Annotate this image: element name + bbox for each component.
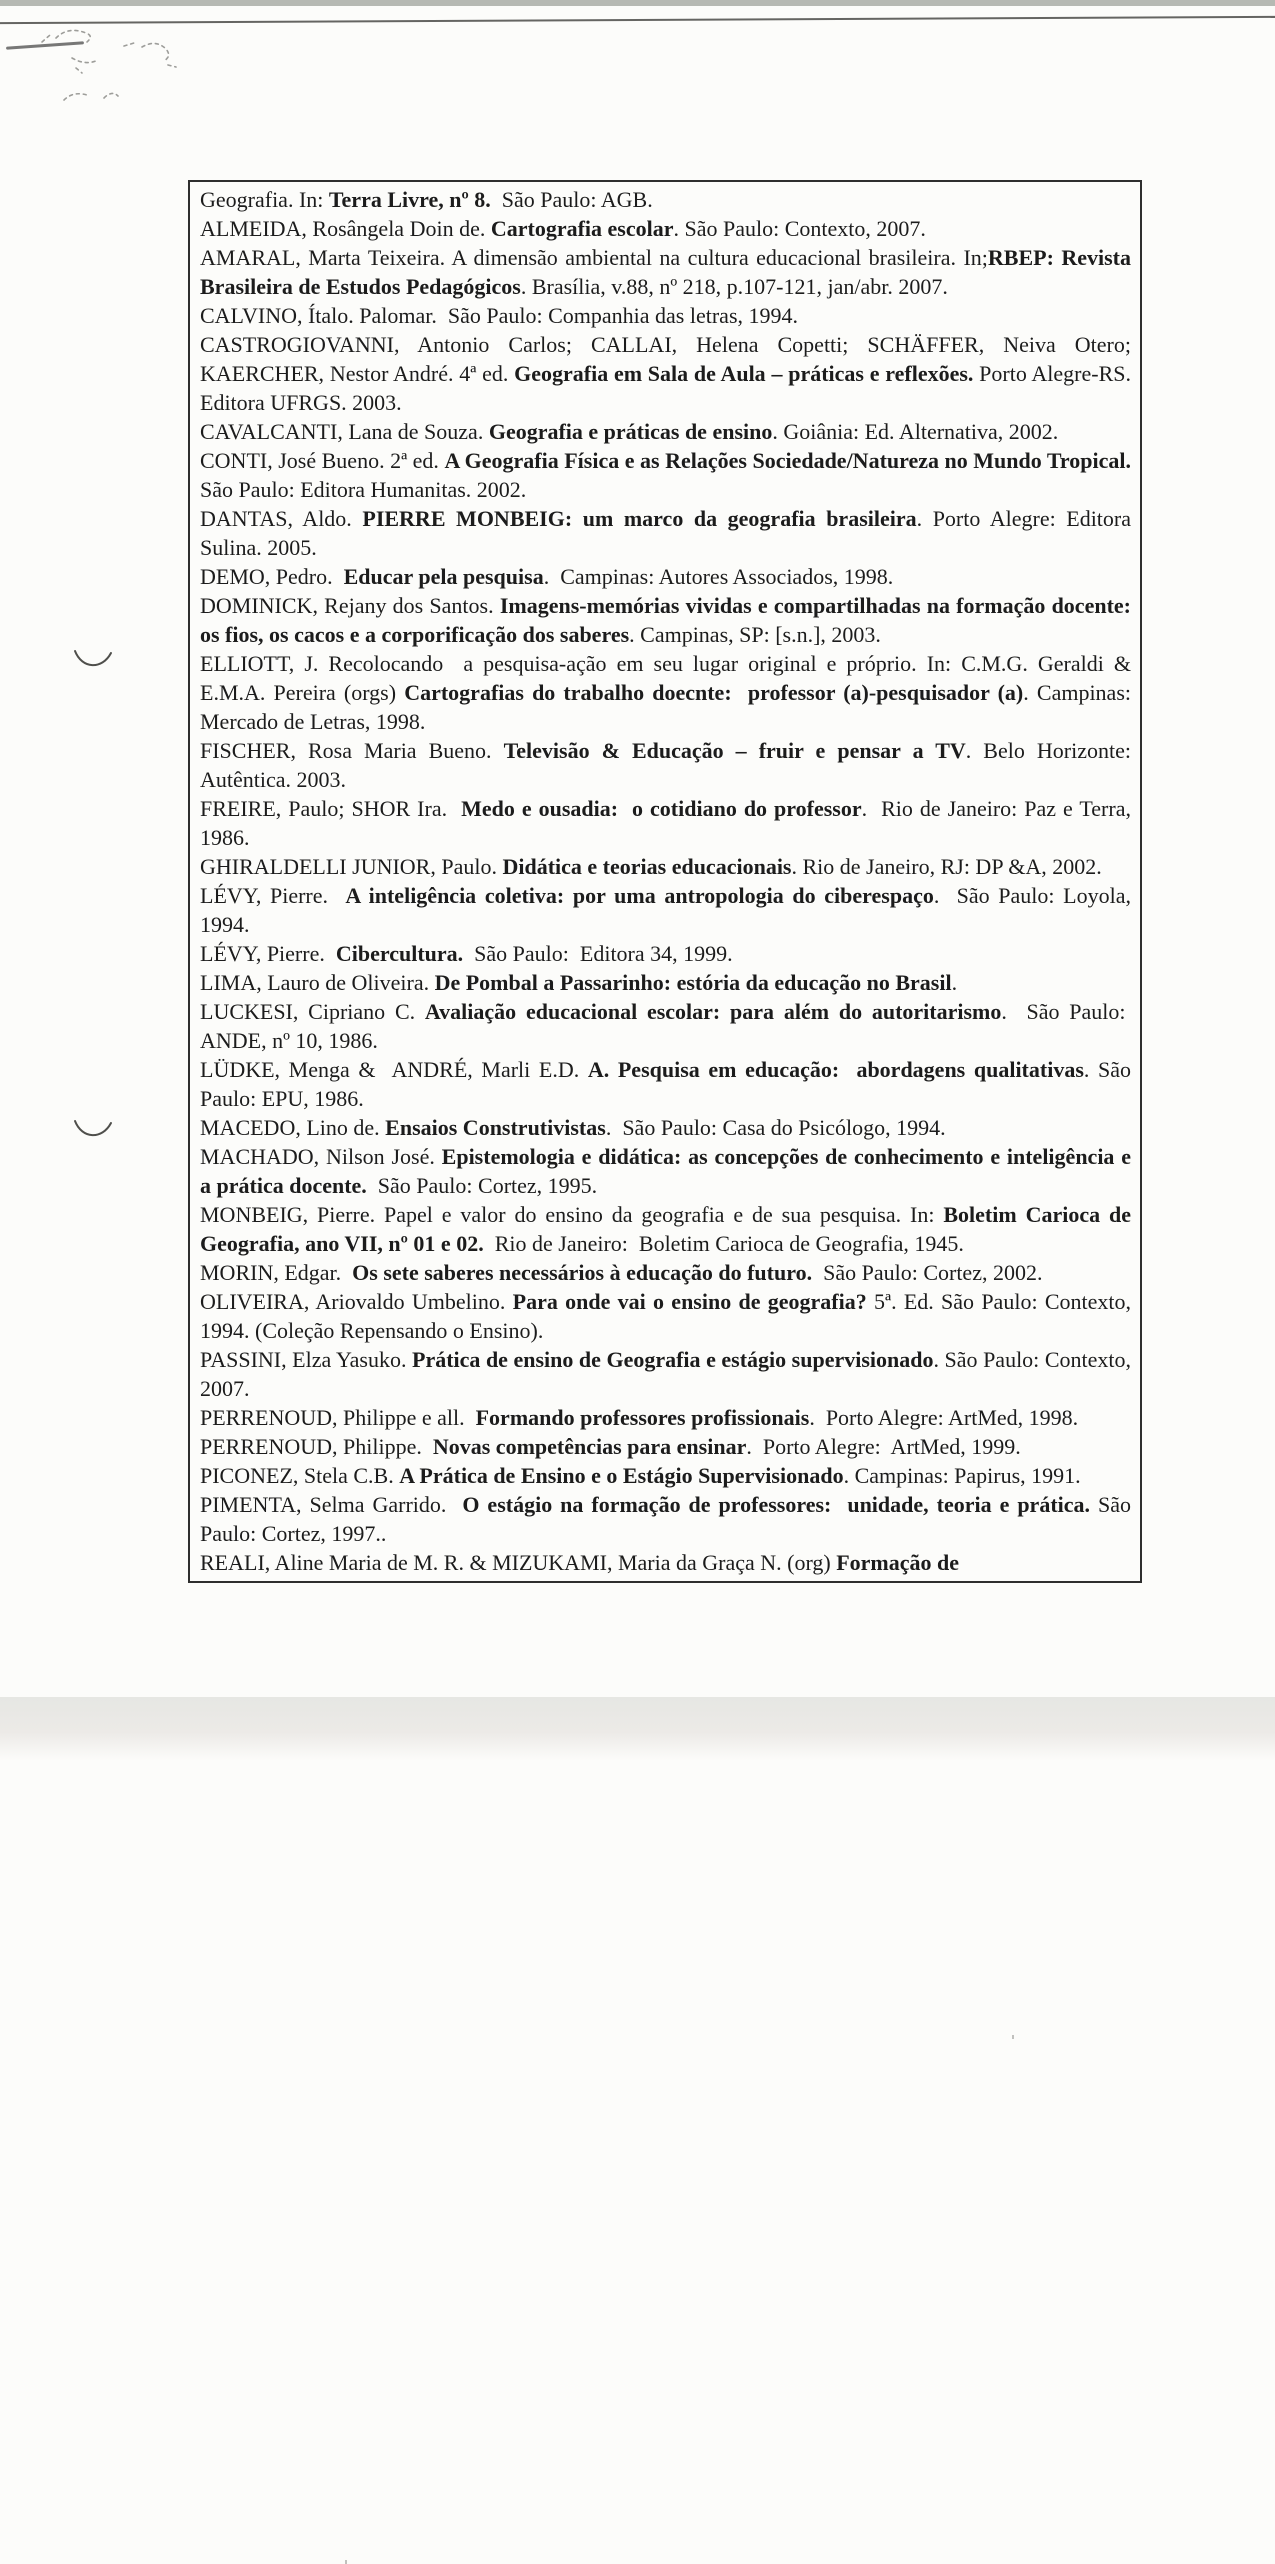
bib-entry-text: PICONEZ, Stela C.B.	[200, 1463, 400, 1488]
bib-entry-text: DOMINICK, Rejany dos Santos.	[200, 593, 500, 618]
bib-entry-text: PASSINI, Elza Yasuko.	[200, 1347, 412, 1372]
bib-entry-text: . Goiânia: Ed. Alternativa, 2002.	[772, 419, 1059, 444]
bib-entry-text: São Paulo: Editora Humanitas. 2002.	[200, 477, 527, 502]
bib-entry-text: MONBEIG, Pierre. Papel e valor do ensino da geografia e de sua pesquisa. In:	[200, 1202, 944, 1227]
bib-entry-title: A inteligência coletiva: por uma antropologia do ciberespaço	[345, 883, 934, 908]
bib-entry-text: DANTAS, Aldo.	[200, 506, 363, 531]
handwritten-check-mark-icon	[72, 1116, 114, 1144]
bib-entry-text: GHIRALDELLI JUNIOR, Paulo.	[200, 854, 503, 879]
bib-entry	[200, 1258, 1131, 1287]
bib-entry-text: PIMENTA, Selma Garrido.	[200, 1492, 463, 1517]
bib-entry-text: CAVALCANTI, Lana de Souza.	[200, 419, 489, 444]
bib-entry-title: Formando professores profissionais	[475, 1405, 810, 1430]
bib-entry-title: Imagens-memórias vividas e compartilhadas na formação docente: os fios, os cacos e a corporificação dos saberes	[200, 593, 1131, 647]
bib-entry-text: São Paulo: AGB.	[490, 187, 653, 212]
bib-entry	[200, 1490, 1131, 1548]
bib-entry	[200, 417, 1131, 446]
bib-entry-title: A Prática de Ensino e o Estágio Supervisionado	[399, 1463, 844, 1488]
bib-entry-title: Os sete saberes necessários à educação do futuro.	[352, 1260, 813, 1285]
bib-entry-title: A Geografia Física e as Relações Sociedade/Natureza no Mundo Tropical.	[444, 448, 1132, 473]
bib-entry-text: Rio de Janeiro: Boletim Carioca de Geografia, 1945.	[483, 1231, 964, 1256]
bib-entry-text: MACHADO, Nilson José.	[200, 1144, 442, 1169]
bib-entry-text: LÜDKE, Menga & ANDRÉ, Marli E.D.	[200, 1057, 588, 1082]
bib-entry-text: LÉVY, Pierre.	[200, 883, 346, 908]
bib-entry-text: FREIRE, Paulo; SHOR Ira.	[200, 796, 462, 821]
bib-entry	[200, 736, 1131, 794]
bib-entry-text: . Rio de Janeiro, RJ: DP &A, 2002.	[791, 854, 1102, 879]
bib-entry-text: . Campinas: Papirus, 1991.	[843, 1463, 1081, 1488]
bib-entry-text: Geografia. In:	[200, 187, 329, 212]
bib-entry-title: Cibercultura.	[335, 941, 464, 966]
bib-entry-text: . Campinas, SP: [s.n.], 2003.	[629, 622, 881, 647]
bib-entry-text: . São Paulo: Contexto, 2007.	[673, 216, 926, 241]
bib-entry-title: Cartografias do trabalho doecnte: professor (a)-pesquisador (a)	[404, 680, 1024, 705]
bib-entry-title: Para onde vai o ensino de geografia?	[512, 1289, 867, 1314]
bib-entry	[200, 446, 1131, 504]
bib-entry-title: Boletim Carioca de Geografia, ano VII, nº 01 e 02.	[200, 1202, 1131, 1256]
bib-entry-title: Geografia em Sala de Aula – práticas e reflexões.	[514, 361, 974, 386]
bib-entry-title: O estágio na formação de professores: unidade, teoria e prática.	[462, 1492, 1091, 1517]
bib-entry-title: Avaliação educacional escolar: para além do autoritarismo	[424, 999, 1002, 1024]
bib-entry	[200, 185, 1131, 214]
bib-entry-title: Prática de ensino de Geografia e estágio supervisionado	[412, 1347, 934, 1372]
bib-entry	[200, 968, 1131, 997]
bib-entry-text: . Campinas: Mercado de Letras, 1998.	[200, 680, 1131, 734]
bib-entry-text: LIMA, Lauro de Oliveira.	[200, 970, 435, 995]
bib-entry	[200, 1345, 1131, 1403]
bib-entry-text: MACEDO, Lino de.	[200, 1115, 386, 1140]
bib-entry-text: São Paulo: Cortez, 1995.	[366, 1173, 598, 1198]
bib-entry	[200, 301, 1131, 330]
bib-entry-title: De Pombal a Passarinho: estória da educação no Brasil	[434, 970, 952, 995]
bib-entry-text: . Porto Alegre: Editora Sulina. 2005.	[200, 506, 1132, 560]
bib-entry	[200, 591, 1131, 649]
bib-entry-text: São Paulo: Cortez, 1997..	[200, 1492, 1132, 1546]
bib-entry-text: PERRENOUD, Philippe e all.	[200, 1405, 476, 1430]
bib-entry-title: Medo e ousadia: o cotidiano do professor	[461, 796, 862, 821]
bib-entry-text: MORIN, Edgar.	[200, 1260, 353, 1285]
bib-entry-text: LÉVY, Pierre.	[200, 941, 336, 966]
bib-entry	[200, 939, 1131, 968]
bib-entry-title: Geografia e práticas de ensino	[488, 419, 773, 444]
bib-entry-title: Novas competências para ensinar	[432, 1434, 747, 1459]
scanner-edge-strip	[0, 0, 1275, 6]
bib-entry-text: . Porto Alegre: ArtMed, 1999.	[746, 1434, 1021, 1459]
bib-entry-text: DEMO, Pedro.	[200, 564, 344, 589]
scan-speck	[1012, 2035, 1014, 2039]
bib-entry-title: Didática e teorias educacionais	[502, 854, 792, 879]
bib-entry	[200, 1142, 1131, 1200]
bibliography-list	[200, 185, 1131, 1577]
bib-entry-text: . Belo Horizonte: Autêntica. 2003.	[200, 738, 1131, 792]
bib-entry-title: Epistemologia e didática: as concepções de conhecimento e inteligência e a prática docente.	[200, 1144, 1131, 1198]
bib-entry-title: Televisão & Educação – fruir e pensar a TV	[503, 738, 966, 763]
bib-entry	[200, 243, 1131, 301]
bib-entry	[200, 562, 1131, 591]
bib-entry-text: CALVINO, Ítalo. Palomar. São Paulo: Companhia das letras, 1994.	[200, 303, 799, 328]
handwritten-check-mark-icon	[72, 646, 114, 674]
bib-entry	[200, 214, 1131, 243]
bib-entry-title: Formação de	[836, 1550, 960, 1575]
bib-entry-text: LUCKESI, Cipriano C.	[200, 999, 425, 1024]
bib-entry	[200, 1548, 1131, 1577]
bib-entry-text: Porto Alegre-RS. Editora UFRGS. 2003.	[200, 361, 1131, 415]
bib-entry-text: . Campinas: Autores Associados, 1998.	[543, 564, 894, 589]
bib-entry	[200, 1200, 1131, 1258]
bib-entry-text: São Paulo: Cortez, 2002.	[812, 1260, 1043, 1285]
bib-entry-text: 5ª. Ed. São Paulo: Contexto, 1994. (Coleção Repensando o Ensino).	[200, 1289, 1131, 1343]
bib-entry-text: . São Paulo: Casa do Psicólogo, 1994.	[605, 1115, 946, 1140]
bib-entry	[200, 1461, 1131, 1490]
bib-entry-text: CONTI, José Bueno. 2ª ed.	[200, 448, 445, 473]
bib-entry	[200, 1287, 1131, 1345]
bib-entry-text: ALMEIDA, Rosângela Doin de.	[200, 216, 491, 241]
bib-entry-title: A. Pesquisa em educação: abordagens qualitativas	[587, 1057, 1084, 1082]
scan-artifact-band	[0, 1697, 1275, 1761]
bib-entry-text: . São Paulo: ANDE, nº 10, 1986.	[200, 999, 1131, 1053]
bib-entry-text: . Porto Alegre: ArtMed, 1998.	[809, 1405, 1079, 1430]
bib-entry-title: Terra Livre, nº 8.	[328, 187, 491, 212]
bib-entry-title: Educar pela pesquisa	[343, 564, 544, 589]
bib-entry	[200, 330, 1131, 417]
bib-entry-text: PERRENOUD, Philippe.	[200, 1434, 433, 1459]
bib-entry	[200, 1055, 1131, 1113]
bib-entry-text: AMARAL, Marta Teixeira. A dimensão ambiental na cultura educacional brasileira. In;	[200, 245, 988, 270]
bib-entry-text: . Rio de Janeiro: Paz e Terra, 1986.	[200, 796, 1131, 850]
bib-entry	[200, 997, 1131, 1055]
bib-entry-text: São Paulo: Editora 34, 1999.	[463, 941, 733, 966]
bibliography-box	[188, 180, 1142, 1583]
bib-entry-title: RBEP: Revista Brasileira de Estudos Pedagógicos	[200, 245, 1131, 299]
bib-entry	[200, 504, 1131, 562]
bib-entry	[200, 794, 1131, 852]
bib-entry-text: . São Paulo: Contexto, 2007.	[200, 1347, 1131, 1401]
bib-entry-text: REALI, Aline Maria de M. R. & MIZUKAMI, Maria da Graça N. (org)	[200, 1550, 837, 1575]
bib-entry	[200, 649, 1131, 736]
bib-entry-title: Ensaios Construtivistas	[385, 1115, 606, 1140]
bib-entry-text: . São Paulo: Loyola, 1994.	[200, 883, 1132, 937]
bib-entry	[200, 1432, 1131, 1461]
bib-entry-text: . Brasília, v.88, nº 218, p.107-121, jan/abr. 2007.	[520, 274, 948, 299]
bib-entry-text: ELLIOTT, J. Recolocando a pesquisa-ação em seu lugar original e próprio. In: C.M.G. Geraldi & E.M.A. Pereira (orgs)	[200, 651, 1131, 705]
bib-entry-title: Cartografia escolar	[490, 216, 674, 241]
bib-entry	[200, 1113, 1131, 1142]
scan-speck	[345, 2560, 347, 2564]
pencil-scribble-icon	[28, 14, 448, 124]
bib-entry	[200, 852, 1131, 881]
bib-entry-text: FISCHER, Rosa Maria Bueno.	[200, 738, 504, 763]
bib-entry-text: .	[951, 970, 958, 995]
bib-entry	[200, 1403, 1131, 1432]
bib-entry-title: PIERRE MONBEIG: um marco da geografia brasileira	[362, 506, 917, 531]
bib-entry-text: . São Paulo: EPU, 1986.	[200, 1057, 1132, 1111]
bib-entry-text: CASTROGIOVANNI, Antonio Carlos; CALLAI, Helena Copetti; SCHÄFFER, Neiva Otero; KAERCHER, Nestor André. 4ª ed.	[200, 332, 1131, 386]
bib-entry-text: OLIVEIRA, Ariovaldo Umbelino.	[200, 1289, 513, 1314]
bib-entry	[200, 881, 1131, 939]
